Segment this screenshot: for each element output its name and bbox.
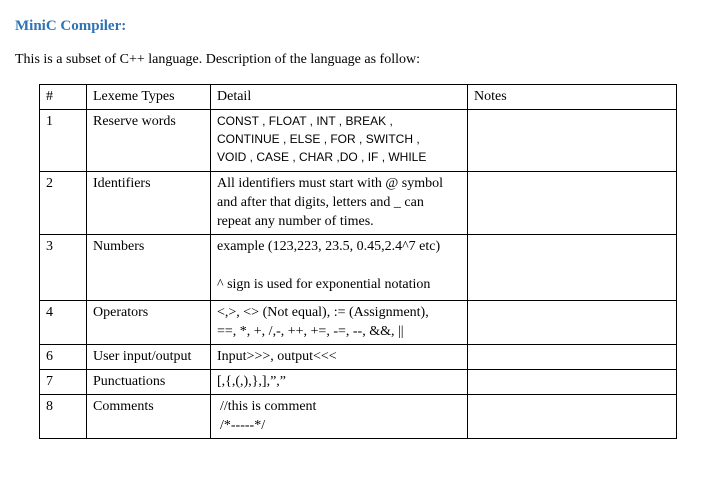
row-notes <box>468 345 677 370</box>
row-notes <box>468 301 677 345</box>
row-number: 4 <box>40 301 87 345</box>
row-lexeme: Reserve words <box>87 110 211 172</box>
lexeme-table <box>39 84 677 439</box>
table-row <box>40 345 677 370</box>
detail-line: /*-----*/ <box>220 418 266 433</box>
row-detail <box>211 235 468 301</box>
detail-line: CONTINUE , ELSE , FOR , SWITCH , <box>217 132 420 146</box>
row-notes <box>468 235 677 301</box>
row-notes <box>468 395 677 439</box>
header-lexeme-types: Lexeme Types <box>87 85 211 110</box>
row-detail <box>211 172 468 235</box>
table-row <box>40 235 677 301</box>
detail-line: Input>>>, output<<< <box>217 349 337 364</box>
table-row <box>40 110 677 172</box>
detail-line: <,>, <> (Not equal), := (Assignment), <box>217 305 429 320</box>
document-title: MiniC Compiler: <box>15 18 127 34</box>
table-row <box>40 172 677 235</box>
header-number: # <box>40 85 87 110</box>
row-lexeme: Comments <box>87 395 211 439</box>
row-lexeme: Operators <box>87 301 211 345</box>
row-number: 7 <box>40 370 87 395</box>
row-detail <box>211 301 468 345</box>
detail-line: [,{,(,),},],”,” <box>217 374 287 389</box>
detail-line: All identifiers must start with @ symbol <box>217 176 443 191</box>
detail-line: ==, *, +, /,-, ++, +=, -=, --, &&, || <box>217 324 404 339</box>
row-number: 3 <box>40 235 87 301</box>
header-detail: Detail <box>211 85 468 110</box>
row-notes <box>468 172 677 235</box>
table-row <box>40 395 677 439</box>
header-notes: Notes <box>468 85 677 110</box>
detail-line: example (123,223, 23.5, 0.45,2.4^7 etc) <box>217 239 441 254</box>
row-number: 1 <box>40 110 87 172</box>
row-lexeme: User input/output <box>87 345 211 370</box>
row-detail <box>211 110 468 172</box>
table-row <box>40 370 677 395</box>
row-lexeme: Numbers <box>87 235 211 301</box>
row-lexeme: Punctuations <box>87 370 211 395</box>
row-number: 6 <box>40 345 87 370</box>
detail-line: and after that digits, letters and _ can <box>217 195 424 210</box>
row-notes <box>468 370 677 395</box>
detail-line: CONST , FLOAT , INT , BREAK , <box>217 114 393 128</box>
row-number: 2 <box>40 172 87 235</box>
row-lexeme: Identifiers <box>87 172 211 235</box>
row-number: 8 <box>40 395 87 439</box>
row-detail <box>211 345 468 370</box>
detail-line: VOID , CASE , CHAR ,DO , IF , WHILE <box>217 150 427 164</box>
detail-line: ^ sign is used for exponential notation <box>217 277 431 292</box>
row-detail <box>211 395 468 439</box>
detail-line: repeat any number of times. <box>217 214 374 229</box>
detail-line-blank <box>217 256 461 275</box>
detail-line: //this is comment <box>220 399 317 414</box>
intro-text: This is a subset of C++ language. Description of the language as follow: <box>15 52 420 67</box>
row-detail <box>211 370 468 395</box>
row-notes <box>468 110 677 172</box>
table-header-row <box>40 85 677 110</box>
table-row <box>40 301 677 345</box>
